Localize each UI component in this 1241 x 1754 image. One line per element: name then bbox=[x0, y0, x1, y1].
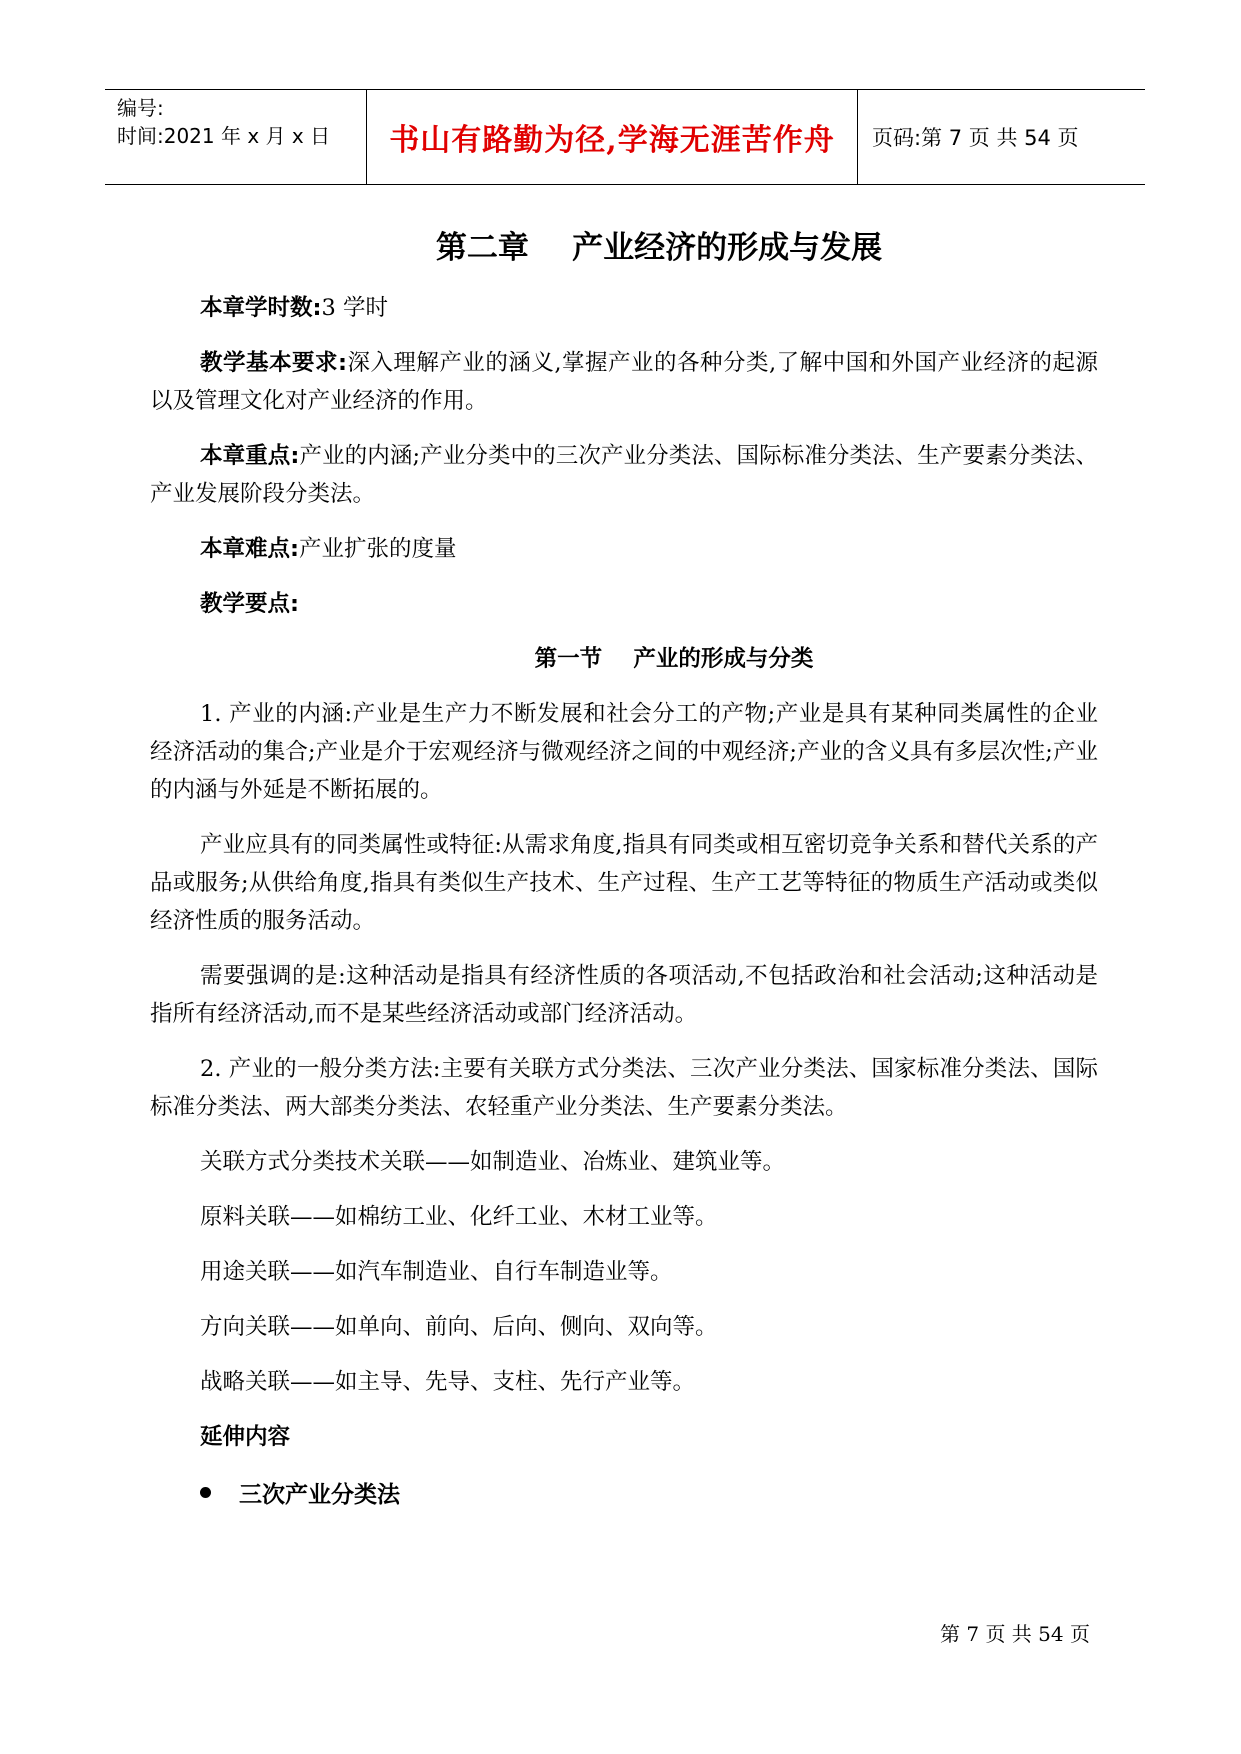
relation-item: 关联方式分类技术关联——如制造业、冶炼业、建筑业等。 bbox=[200, 1149, 786, 1175]
difficulties-label: 本章难点: bbox=[200, 536, 299, 562]
bullet-dot-icon bbox=[200, 1487, 211, 1498]
motto: 书山有路勤为径,学海无涯苦作舟 bbox=[389, 123, 835, 158]
requirements-label: 教学基本要求: bbox=[200, 350, 347, 376]
hours-label: 本章学时数: bbox=[200, 295, 322, 321]
page-footer: 第 7 页 共 54 页 bbox=[940, 1622, 1090, 1646]
relation-item: 原料关联——如棉纺工业、化纤工业、木材工业等。 bbox=[200, 1204, 718, 1230]
relation-item: 用途关联——如汽车制造业、自行车制造业等。 bbox=[200, 1259, 673, 1285]
key-points-label: 本章重点: bbox=[200, 443, 300, 469]
paragraph: 需要强调的是:这种活动是指具有经济性质的各项活动,不包括政治和社会活动;这种活动是指所有经济活动,而不是某些经济活动或部门经济活动。 bbox=[150, 963, 1098, 1027]
requirements-text: 深入理解产业的涵义,掌握产业的各种分类,了解中国和外国产业经济的起源以及管理文化对产业经济的作用。 bbox=[150, 350, 1098, 414]
key-points-paragraph bbox=[150, 437, 1098, 513]
requirements-paragraph bbox=[150, 344, 1098, 420]
bullet-item bbox=[150, 1476, 1098, 1509]
page-header bbox=[105, 89, 1145, 185]
header-motto-cell bbox=[367, 90, 858, 184]
bullet-text: 三次产业分类法 bbox=[239, 1482, 400, 1508]
section-title: 第一节 产业的形成与分类 bbox=[534, 646, 814, 672]
extension-label: 延伸内容 bbox=[200, 1424, 291, 1450]
relation-item: 方向关联——如单向、前向、后向、侧向、双向等。 bbox=[200, 1314, 718, 1340]
relation-item: 战略关联——如主导、先导、支柱、先行产业等。 bbox=[200, 1369, 696, 1395]
teaching-points-paragraph bbox=[150, 585, 1098, 623]
teaching-points-label: 教学要点: bbox=[200, 591, 299, 617]
number-label: 编号: bbox=[117, 96, 164, 120]
hours-text: 3 学时 bbox=[321, 295, 388, 321]
paragraph: 2. 产业的一般分类方法:主要有关联方式分类法、三次产业分类法、国家标准分类法、国际标准分类法、两大部类分类法、农轻重产业分类法、生产要素分类法。 bbox=[150, 1056, 1098, 1120]
paragraph: 1. 产业的内涵:产业是生产力不断发展和社会分工的产物;产业是具有某种同类属性的企业经济活动的集合;产业是介于宏观经济与微观经济之间的中观经济;产业的含义具有多层次性;产业的内涵与外延是不断拓展的。 bbox=[150, 701, 1098, 803]
document-body bbox=[150, 222, 1098, 1509]
key-points-text: 产业的内涵;产业分类中的三次产业分类法、国际标准分类法、生产要素分类法、产业发展阶段分类法。 bbox=[150, 443, 1098, 507]
paragraph: 产业应具有的同类属性或特征:从需求角度,指具有同类或相互密切竞争关系和替代关系的产品或服务;从供给角度,指具有类似生产技术、生产过程、生产工艺等特征的物质生产活动或类似经济性质的服务活动。 bbox=[150, 832, 1098, 934]
difficulties-paragraph bbox=[150, 530, 1098, 568]
difficulties-text: 产业扩张的度量 bbox=[299, 536, 457, 562]
header-page-cell bbox=[858, 90, 1145, 184]
page-label: 页码:第 7 页 共 54 页 bbox=[872, 126, 1079, 150]
extension-paragraph bbox=[150, 1418, 1098, 1456]
hours-paragraph bbox=[150, 289, 1098, 327]
chapter-title: 第二章 产业经济的形成与发展 bbox=[435, 230, 883, 266]
header-info-cell bbox=[105, 90, 367, 184]
time-label: 时间:2021 年 x 月 x 日 bbox=[117, 124, 331, 148]
